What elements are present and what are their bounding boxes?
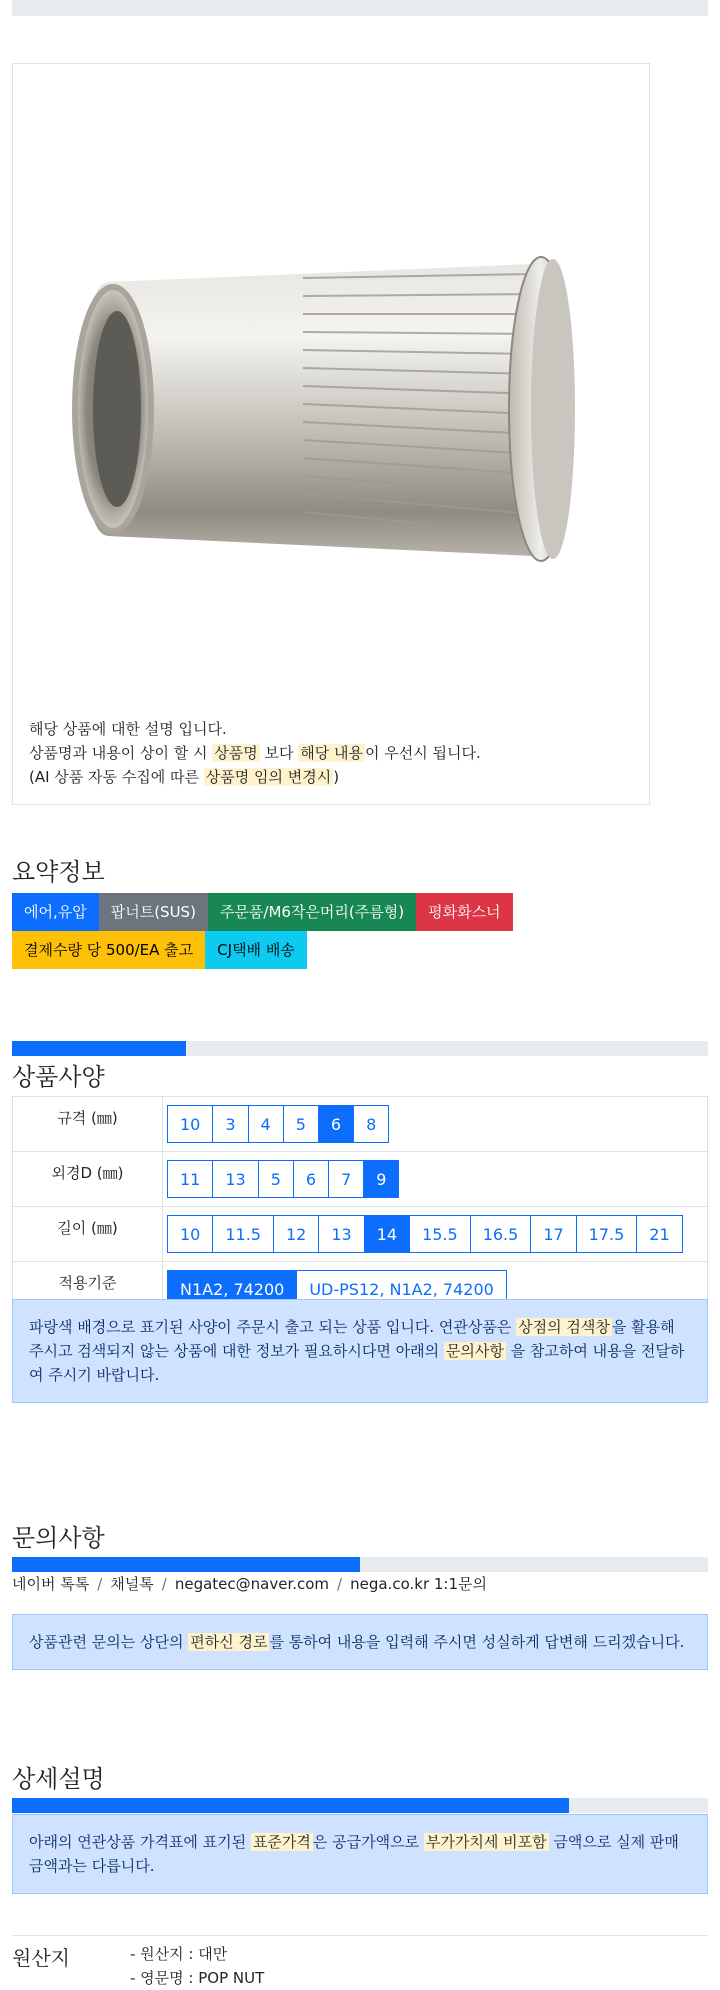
spec-row — [13, 1207, 708, 1262]
summary-badge: 에어,유압 — [12, 893, 99, 931]
summary-badge: 팝너트(SUS) — [99, 893, 208, 931]
spec-option-button[interactable]: 11.5 — [212, 1215, 274, 1253]
spec-options-cell — [163, 1207, 708, 1262]
spec-option-button[interactable]: 9 — [363, 1160, 399, 1198]
spec-row — [13, 1097, 708, 1152]
origin-row — [12, 1935, 708, 1987]
spec-option-button[interactable]: 10 — [167, 1215, 213, 1253]
description-line-2: 상품명과 내용이 상이 할 시 상품명 보다 해당 내용 이 우선시 됩니다. — [29, 744, 481, 762]
spec-option-button[interactable]: UD-PS12, N1A2, 74200 — [296, 1270, 506, 1308]
spec-title: 상품사양 — [12, 1063, 105, 1091]
detail-notice: 아래의 연관상품 가격표에 표기된 표준가격 은 공급가액으로 부가가치세 비포함 금액으로 실제 판매금액과는 다릅니다. — [12, 1814, 708, 1894]
inquiry-title: 문의사항 — [12, 1524, 105, 1552]
product-card — [12, 63, 650, 805]
spec-options-cell — [163, 1152, 708, 1207]
inquiry-progress-fill — [12, 1557, 360, 1572]
product-description — [29, 717, 481, 789]
contact-link[interactable]: 채널톡 — [110, 1575, 154, 1593]
contact-link[interactable]: negatec@naver.com — [174, 1575, 330, 1593]
highlight-name-change: 상품명 임의 변경시 — [205, 768, 332, 786]
spec-label: 외경D (㎜) — [13, 1152, 163, 1207]
spec-progress-bar — [12, 1041, 708, 1056]
highlight-vat-excluded: 부가가치세 비포함 — [425, 1833, 547, 1851]
detail-progress-bar — [12, 1798, 708, 1813]
inquiry-notice: 상품관련 문의는 상단의 편하신 경로 를 통하여 내용을 입력해 주시면 성실하게 답변해 드리겠습니다. — [12, 1614, 708, 1670]
spec-option-button[interactable]: 10 — [167, 1105, 213, 1143]
spec-option-button[interactable]: 7 — [328, 1160, 364, 1198]
summary-badges — [12, 893, 572, 969]
spec-option-group — [167, 1105, 703, 1143]
origin-item: - 원산지 : 대만 — [130, 1945, 228, 1963]
spec-option-button[interactable]: 4 — [248, 1105, 284, 1143]
contact-link[interactable]: nega.co.kr 1:1문의 — [350, 1575, 487, 1593]
highlight-inquiry: 문의사항 — [445, 1342, 504, 1360]
highlight-standard-price: 표준가격 — [252, 1833, 311, 1851]
spec-option-button[interactable]: 8 — [353, 1105, 389, 1143]
spec-option-button[interactable]: 21 — [636, 1215, 682, 1253]
origin-item: - 영문명 : POP NUT — [130, 1969, 265, 1987]
contact-list — [12, 1573, 487, 1594]
highlight-channel: 편하신 경로 — [190, 1633, 268, 1651]
spec-label: 적용기준 — [13, 1262, 163, 1317]
spec-option-button[interactable]: 5 — [258, 1160, 294, 1198]
summary-badge: 결제수량 당 500/EA 출고 — [12, 931, 205, 969]
spec-row — [13, 1152, 708, 1207]
contact-separator: / — [161, 1575, 167, 1593]
highlight-content: 해당 내용 — [300, 744, 363, 762]
spec-option-button[interactable]: 5 — [283, 1105, 319, 1143]
spec-option-button[interactable]: 13 — [212, 1160, 258, 1198]
summary-badge: 주문품/M6작은머리(주름형) — [208, 893, 416, 931]
spec-label: 길이 (㎜) — [13, 1207, 163, 1262]
spec-table — [12, 1096, 708, 1317]
spec-label: 규격 (㎜) — [13, 1097, 163, 1152]
origin-list — [130, 1942, 264, 1990]
summary-badge: 평화화스너 — [416, 893, 512, 931]
description-line-3: (AI 상품 자동 수집에 따른 상품명 임의 변경시 ) — [29, 768, 340, 786]
highlight-search-box: 상점의 검색창 — [518, 1318, 610, 1336]
spec-option-button[interactable]: 12 — [273, 1215, 319, 1253]
detail-title: 상세설명 — [12, 1765, 105, 1793]
spec-option-button[interactable]: 17 — [530, 1215, 576, 1253]
summary-badge: CJ택배 배송 — [205, 931, 307, 969]
spec-options-cell — [163, 1097, 708, 1152]
summary-title: 요약정보 — [12, 858, 105, 886]
spec-option-button[interactable]: 15.5 — [409, 1215, 471, 1253]
inquiry-progress-bar — [12, 1557, 708, 1572]
contact-link[interactable]: 네이버 톡톡 — [12, 1575, 90, 1593]
spec-option-button[interactable]: 3 — [212, 1105, 248, 1143]
highlight-product-name: 상품명 — [214, 744, 258, 762]
description-line-1: 해당 상품에 대한 설명 입니다. — [29, 720, 227, 738]
top-divider-bar — [12, 0, 708, 16]
spec-option-group — [167, 1215, 703, 1253]
spec-option-button[interactable]: 6 — [318, 1105, 354, 1143]
spec-option-button[interactable]: 14 — [364, 1215, 410, 1253]
spec-option-button[interactable]: 6 — [293, 1160, 329, 1198]
contact-separator: / — [97, 1575, 103, 1593]
contact-separator: / — [337, 1575, 343, 1593]
spec-option-button[interactable]: 16.5 — [470, 1215, 532, 1253]
spec-option-group — [167, 1160, 703, 1198]
spec-option-button[interactable]: 11 — [167, 1160, 213, 1198]
product-image — [13, 64, 649, 704]
detail-progress-fill — [12, 1798, 569, 1813]
origin-title: 원산지 — [12, 1946, 70, 1970]
spec-option-button[interactable]: 13 — [318, 1215, 364, 1253]
spec-notice: 파랑색 배경으로 표기된 사양이 주문시 출고 되는 상품 입니다. 연관상품은 상점의 검색창 을 활용해 주시고 검색되지 않는 상품에 대한 정보가 필요하시다면 아래의 문의사항 을 참고하여 내용을 전달하여 주시기 바랍니다. — [12, 1299, 708, 1403]
spec-option-button[interactable]: N1A2, 74200 — [167, 1270, 297, 1308]
spec-progress-fill — [12, 1041, 186, 1056]
spec-option-button[interactable]: 17.5 — [576, 1215, 638, 1253]
